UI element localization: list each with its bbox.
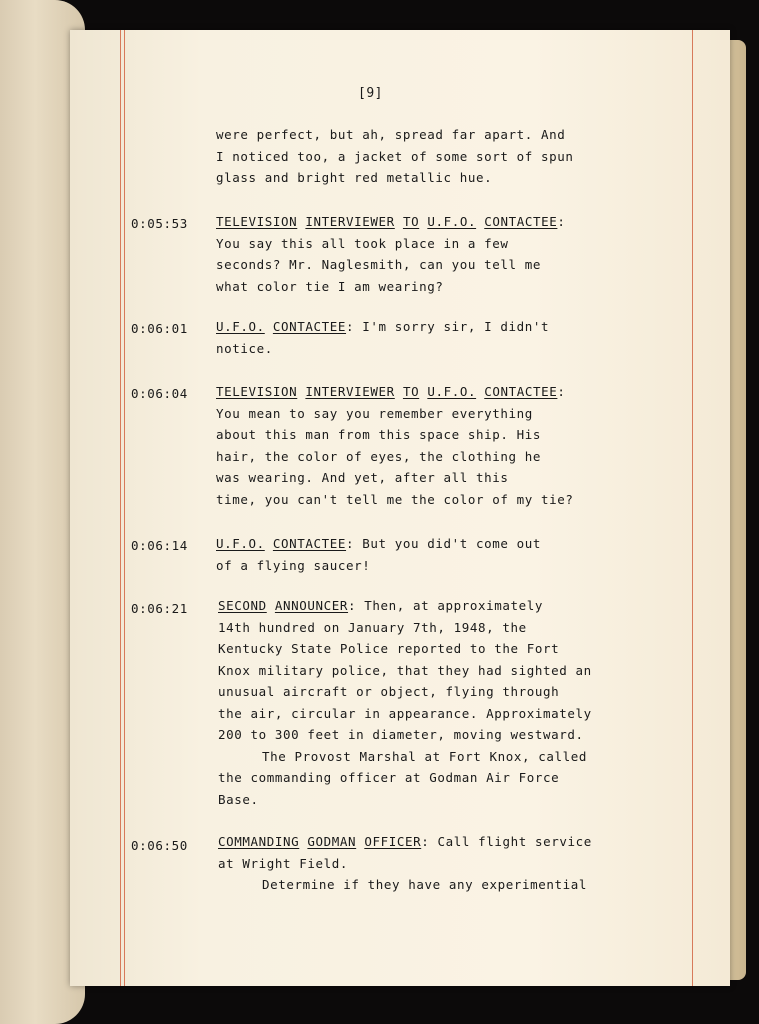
- speaker-word: U.F.O.: [216, 319, 265, 334]
- dialogue-line: Determine if they have any experimential: [262, 877, 588, 892]
- speaker-word: CONTACTEE: [484, 214, 558, 229]
- timecode: 0:06:21: [131, 601, 188, 616]
- speaker-word: TO: [402, 384, 420, 399]
- speaker-line: [216, 211, 566, 233]
- speaker-word: GODMAN: [307, 834, 357, 849]
- speaker-word: INTERVIEWER: [305, 384, 395, 399]
- page-number: [9]: [358, 86, 383, 101]
- dialogue-line: time, you can't tell me the color of my tie?: [216, 491, 574, 507]
- dialogue-line: You say this all took place in a few: [216, 235, 509, 251]
- speaker-line: [216, 381, 574, 403]
- timecode: 0:05:53: [131, 216, 188, 231]
- transcript-entry: [216, 316, 549, 359]
- dialogue-line: seconds? Mr. Naglesmith, can you tell me: [216, 257, 542, 272]
- speaker-word: TO: [402, 214, 420, 229]
- speaker-line-rest: : But you did't come out: [346, 536, 542, 551]
- dialogue-line: of a flying saucer!: [216, 557, 371, 573]
- transcript-entry: [216, 124, 574, 189]
- transcript-entry: [216, 381, 574, 510]
- speaker-line-rest: :: [557, 214, 566, 229]
- dialogue-line: were perfect, but ah, spread far apart. And: [216, 127, 566, 142]
- transcript-entry: [218, 595, 592, 810]
- dialogue-line: was wearing. And yet, after all this: [216, 470, 509, 485]
- dialogue-line: what color tie I am wearing?: [216, 278, 444, 294]
- dialogue-line: 200 to 300 feet in diameter, moving westward.: [218, 727, 584, 742]
- timecode: 0:06:50: [131, 838, 188, 853]
- dialogue-line: the air, circular in appearance. Approximately: [218, 705, 592, 721]
- dialogue-line: hair, the color of eyes, the clothing he: [216, 448, 542, 464]
- dialogue-line: glass and bright red metallic hue.: [216, 170, 493, 185]
- dialogue-line: at Wright Field.: [218, 855, 349, 871]
- dialogue-line: Kentucky State Police reported to the Fort: [218, 641, 560, 656]
- speaker-word: CONTACTEE: [272, 536, 347, 551]
- dialogue-line: The Provost Marshal at Fort Knox, called: [262, 748, 588, 764]
- margin-rule-right: [692, 30, 693, 986]
- dialogue-line: You mean to say you remember everything: [216, 405, 533, 421]
- dialogue-line: about this man from this space ship. His: [216, 427, 542, 442]
- timecode: 0:06:01: [131, 321, 188, 336]
- dialogue-line: notice.: [216, 340, 273, 356]
- transcript-entry: [218, 831, 592, 896]
- speaker-line-rest: : I'm sorry sir, I didn't: [346, 319, 550, 334]
- speaker-line: [218, 831, 592, 853]
- timecode: 0:06:14: [131, 538, 188, 553]
- dialogue-line: Base.: [218, 791, 259, 807]
- speaker-line: [216, 533, 541, 555]
- speaker-word: TELEVISION: [216, 384, 298, 399]
- speaker-word: COMMANDING: [218, 834, 300, 849]
- speaker-line: [216, 316, 549, 338]
- dialogue-line: I noticed too, a jacket of some sort of spun: [216, 148, 574, 164]
- dialogue-line: the commanding officer at Godman Air Force: [218, 770, 560, 785]
- dialogue-line: 14th hundred on January 7th, 1948, the: [218, 619, 527, 635]
- dialogue-line: Knox military police, that they had sighted an: [218, 662, 592, 678]
- speaker-word: U.F.O.: [427, 384, 477, 399]
- speaker-word: CONTACTEE: [272, 319, 347, 334]
- speaker-word: U.F.O.: [216, 536, 265, 551]
- speaker-word: CONTACTEE: [484, 384, 558, 399]
- margin-rule-left-inner: [124, 30, 125, 986]
- speaker-word: ANNOUNCER: [274, 598, 349, 613]
- timecode: 0:06:04: [131, 386, 188, 401]
- speaker-word: TELEVISION: [216, 214, 298, 229]
- speaker-line: [218, 595, 592, 617]
- transcript-entry: [216, 533, 541, 576]
- speaker-line-rest: :: [557, 384, 566, 399]
- speaker-line-rest: : Then, at approximately: [348, 598, 544, 613]
- margin-rule-left: [120, 30, 121, 986]
- dialogue-line: unusual aircraft or object, flying through: [218, 684, 560, 699]
- speaker-word: SECOND: [218, 598, 267, 613]
- transcript-entry: [216, 211, 566, 297]
- speaker-word: OFFICER: [364, 834, 422, 849]
- speaker-word: U.F.O.: [427, 214, 477, 229]
- script-page: [70, 30, 730, 986]
- speaker-word: INTERVIEWER: [305, 214, 395, 229]
- speaker-line-rest: : Call flight service: [421, 834, 592, 849]
